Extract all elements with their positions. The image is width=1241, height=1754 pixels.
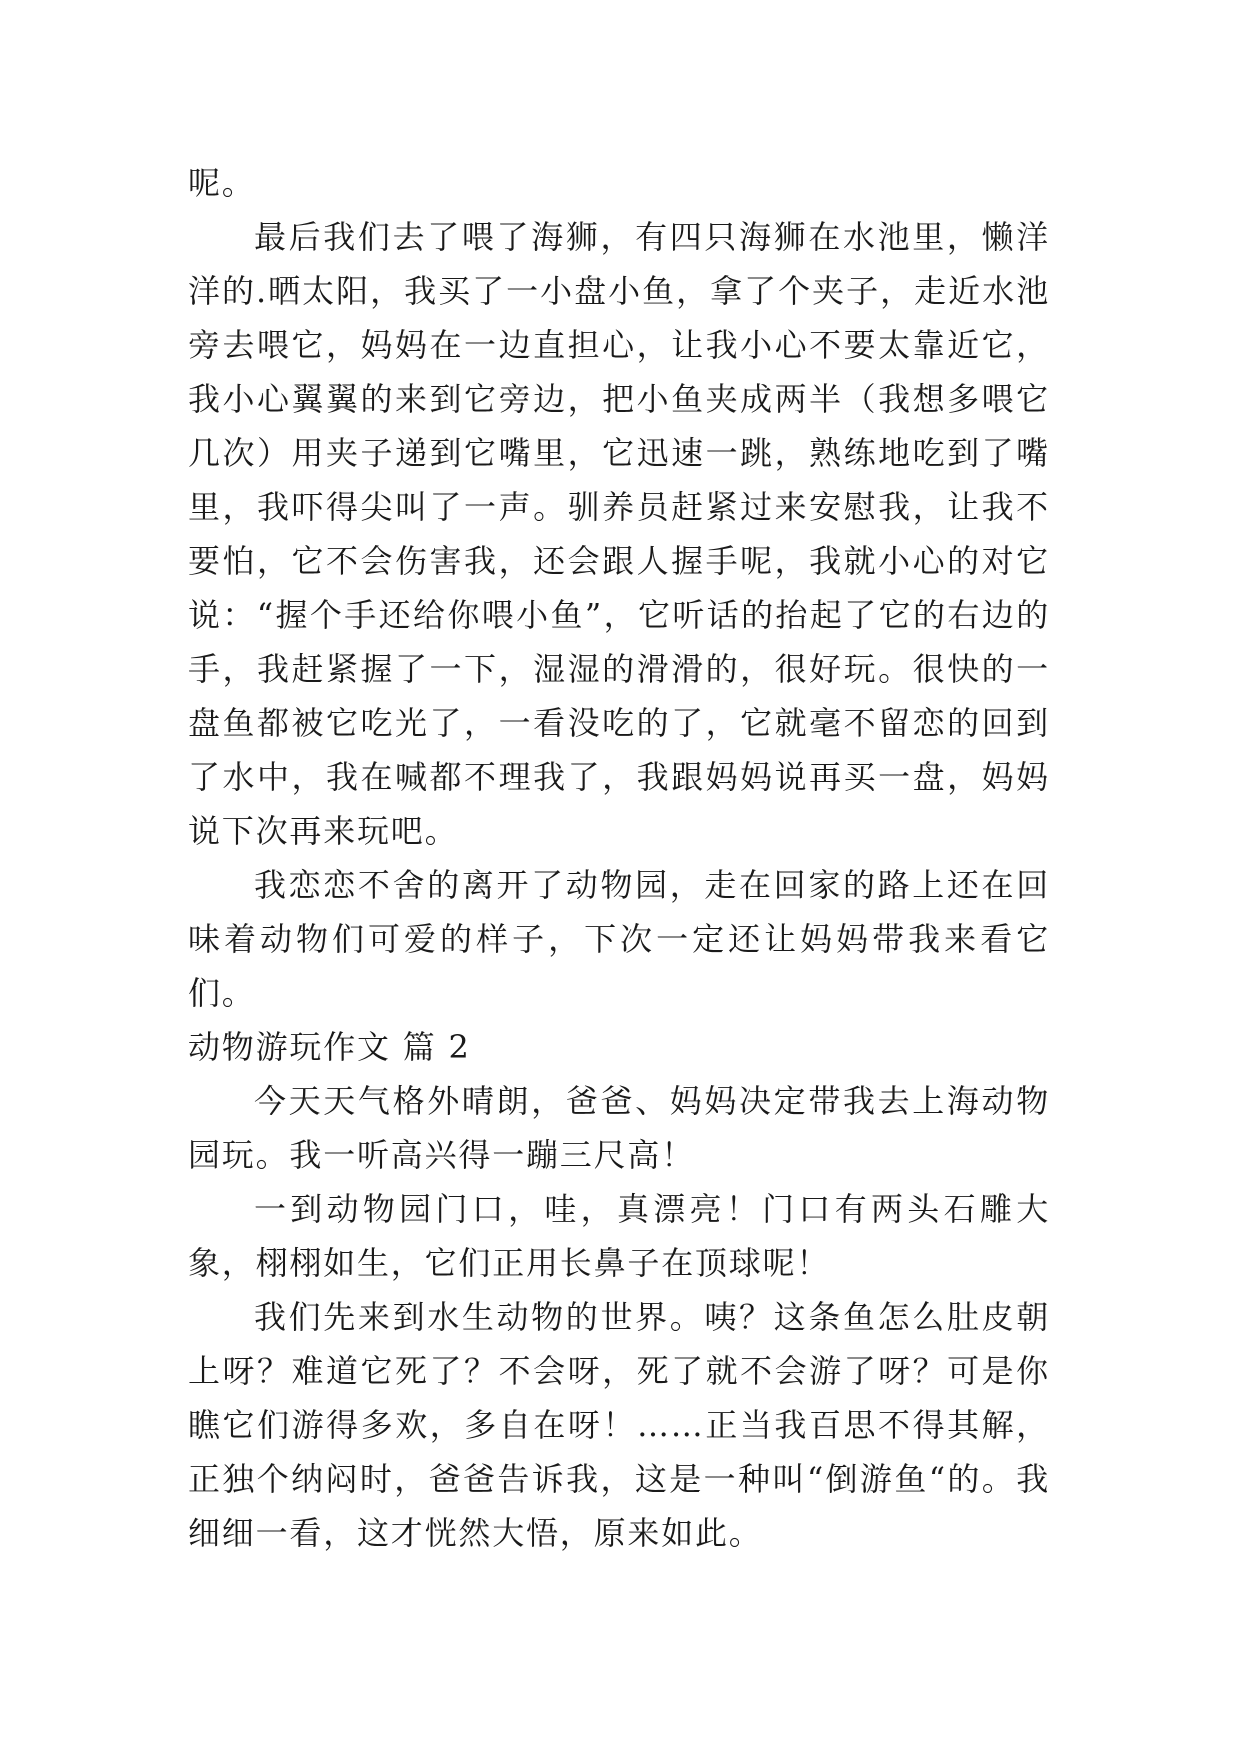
section-heading: 动物游玩作文 篇 2 [188, 1028, 471, 1066]
paragraph-sea-lion: 最后我们去了喂了海狮，有四只海狮在水池里，懒洋洋的.晒太阳，我买了一小盘小鱼，拿了个夹子，走近水池旁去喂它，妈妈在一边直担心，让我小心不要太靠近它，我小心翼翼的来到它旁边，把小鱼夹成两半（我想多喂它几次）用夹子递到它嘴里，它迅速一跳，熟练地吃到了嘴里，我吓得尖叫了一声。驯养员赶紧过来安慰我，让我不要怕，它不会伤害我，还会跟人握手呢，我就小心的对它说：“握个手还给你喂小鱼”，它听话的抬起了它的右边的手，我赶紧握了一下，湿湿的滑滑的，很好玩。很快的一盘鱼都被它吃光了，一看没吃的了，它就毫不留恋的回到了水中，我在喊都不理我了，我跟妈妈说再买一盘，妈妈说下次再来玩吧。 [188, 218, 1050, 850]
paragraph-continuation: 呢。 [188, 164, 256, 202]
paragraph-leaving-zoo: 我恋恋不舍的离开了动物园，走在回家的路上还在回味着动物们可爱的样子，下次一定还让妈妈带我来看它们。 [188, 866, 1050, 1012]
paragraph-zoo-entrance: 一到动物园门口，哇，真漂亮！门口有两头石雕大象，栩栩如生，它们正用长鼻子在顶球呢！ [188, 1190, 1050, 1282]
paragraph-weather: 今天天气格外晴朗，爸爸、妈妈决定带我去上海动物园玩。我一听高兴得一蹦三尺高！ [188, 1082, 1050, 1174]
document-body [188, 156, 1050, 1560]
paragraph-aquatic-world: 我们先来到水生动物的世界。咦？这条鱼怎么肚皮朝上呀？难道它死了？不会呀，死了就不会游了呀？可是你瞧它们游得多欢，多自在呀！……正当我百思不得其解，正独个纳闷时，爸爸告诉我，这是一种叫“倒游鱼“的。我细细一看，这才恍然大悟，原来如此。 [188, 1298, 1050, 1552]
